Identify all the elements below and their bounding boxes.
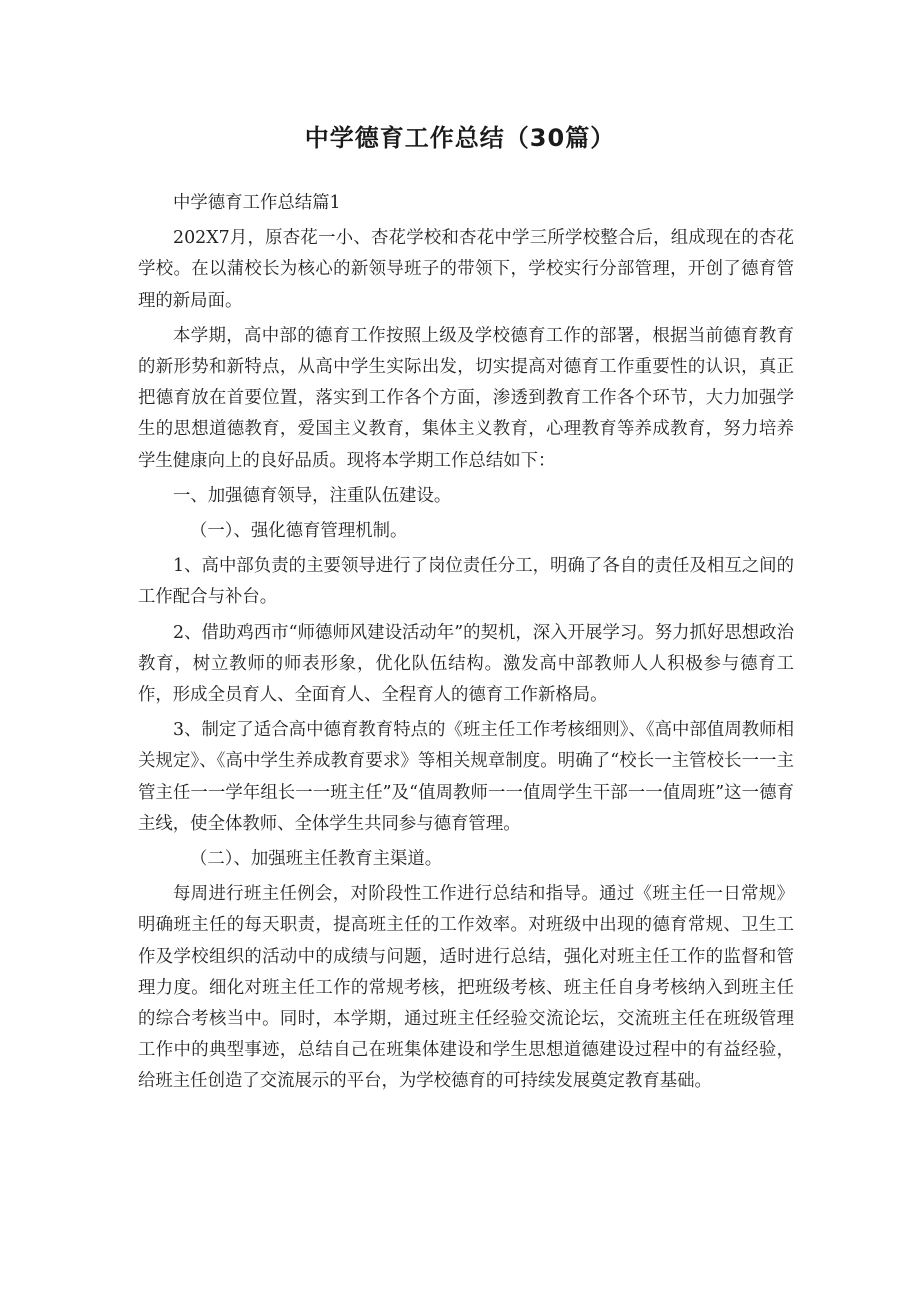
paragraph: 2、借助鸡西市“师德师风建设活动年”的契机，深入开展学习。努力抓好思想政治教育，树立教师的师表形象，优化队伍结构。激发高中部教师人人积极参与德育工作，形成全员育人、全面育人、全程育人的德育工作新格局。 bbox=[138, 622, 794, 706]
paragraph: 3、制定了适合高中德育教育特点的《班主任工作考核细则》、《高中部值周教师相关规定》、《高中学生养成教育要求》等相关规章制度。明确了“校长一主管校长一一主管主任一一学年组长一一班主任”及“值周教师一一值周学生干部一一值周班”这一德育主线，使全体教师、全体学生共同参与德育管理。 bbox=[138, 720, 794, 834]
paragraph: 1、高中部负责的主要领导进行了岗位责任分工，明确了各自的责任及相互之间的工作配合与补台。 bbox=[138, 556, 794, 608]
paragraph: 每周进行班主任例会，对阶段性工作进行总结和指导。通过《班主任一日常规》明确班主任的每天职责，提高班主任的工作效率。对班级中出现的德育常规、卫生工作及学校组织的活动中的成绩与问题，适时进行总结，强化对班主任工作的监督和管理力度。细化对班主任工作的常规考核，把班级考核、班主任自身考核纳入到班主任的综合考核当中。同时，本学期，通过班主任经验交流论坛，交流班主任在班级管理工作中的典型事迹，总结自己在班集体建设和学生思想道德建设过程中的有益经验，给班主任创造了交流展示的平台，为学校德育的可持续发展奠定教育基础。 bbox=[138, 884, 794, 1092]
subsection-heading: 一、加强德育领导，注重队伍建设。 bbox=[173, 485, 452, 506]
paragraph: 202X7月，原杏花一小、杏花学校和杏花中学三所学校整合后，组成现在的杏花学校。在以蒲校长为核心的新领导班子的带领下，学校实行分部管理，开创了德育管理的新局面。 bbox=[138, 228, 794, 311]
document-body bbox=[138, 188, 794, 1102]
paragraph: 本学期，高中部的德育工作按照上级及学校德育工作的部署，根据当前德育教育的新形势和新特点，从高中学生实际出发，切实提高对德育工作重要性的认识，真正把德育放在首要位置，落实到工作各个方面，渗透到教育工作各个环节，大力加强学生的思想道德教育，爱国主义教育，集体主义教育，心理教育等养成教育，努力培养学生健康向上的良好品质。现将本学期工作总结如下： bbox=[138, 325, 794, 471]
subsection-heading: （二）、加强班主任教育主渠道。 bbox=[190, 849, 443, 870]
subsection-heading: （一）、强化德育管理机制。 bbox=[190, 521, 408, 542]
section-heading: 中学德育工作总结篇1 bbox=[173, 193, 341, 213]
page-title: 中学德育工作总结（30篇） bbox=[304, 124, 616, 152]
